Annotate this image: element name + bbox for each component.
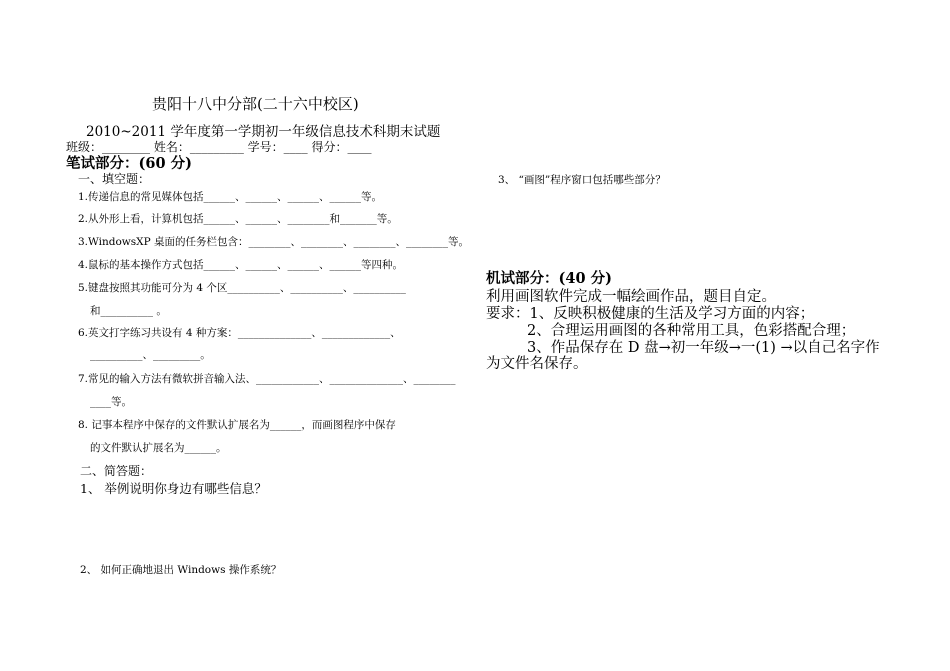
- fill-question-3: 3.WindowsXP 桌面的任务栏包含：________、________、________、________等。: [78, 236, 470, 248]
- fill-in-heading: 一、填空题：: [78, 172, 151, 186]
- short-question-2: 2、 如何正确地退出 Windows 操作系统？: [80, 564, 282, 576]
- fill-question-5-cont: 和__________ 。: [90, 305, 167, 317]
- fill-question-8: 8. 记事本程序中保存的文件默认扩展名为______，而画图程序中保存: [78, 419, 396, 431]
- school-name: 贵阳十八中分部(二十六中校区): [152, 95, 359, 113]
- practical-requirement-1: 要求：1、反映积极健康的生活及学习方面的内容；: [486, 306, 815, 322]
- short-answer-heading: 二、简答题：: [80, 464, 153, 478]
- exam-title: 2010~2011 学年度第一学期初一年级信息技术科期末试题: [86, 124, 441, 140]
- written-section-title: 笔试部分：(60 分): [66, 155, 192, 172]
- short-question-1: 1、 举例说明你身边有哪些信息？: [80, 481, 267, 496]
- short-question-3: 3、 “画图”程序窗口包括哪些部分？: [498, 174, 666, 186]
- fill-question-5: 5.键盘按照其功能可分为 4 个区__________、__________、__________: [78, 282, 406, 294]
- fill-question-6: 6.英文打字练习共设有 4 种方案：______________、_____________、: [78, 327, 401, 339]
- fill-question-8-cont: 的文件默认扩展名为______。: [90, 442, 227, 454]
- practical-section-title: 机试部分：(40 分): [486, 270, 612, 287]
- fill-question-4: 4.鼠标的基本操作方式包括______、______、______、______等四种。: [78, 259, 404, 271]
- student-info-line: 班级：________ 姓名：_________ 学号：____ 得分：____: [66, 140, 372, 154]
- fill-question-7-cont: ____等。: [90, 396, 132, 408]
- practical-requirement-2: 2、合理运用画图的各种常用工具，色彩搭配合理；: [527, 323, 856, 339]
- practical-requirement-3: 3、作品保存在 D 盘→初一年级→一(1) →以自己名字作: [527, 340, 880, 356]
- fill-question-6-cont: __________、_________。: [90, 349, 211, 361]
- fill-question-7: 7.常见的输入方法有微软拼音输入法、____________、______________、________: [78, 373, 456, 385]
- practical-task: 利用画图软件完成一幅绘画作品，题目自定。: [486, 289, 776, 305]
- practical-requirement-3-cont: 为文件名保存。: [486, 356, 588, 372]
- fill-question-1: 1.传递信息的常见媒体包括______、______、______、______等。: [78, 191, 383, 203]
- fill-question-2: 2.从外形上看，计算机包括______、______、________和_______等。: [78, 213, 398, 225]
